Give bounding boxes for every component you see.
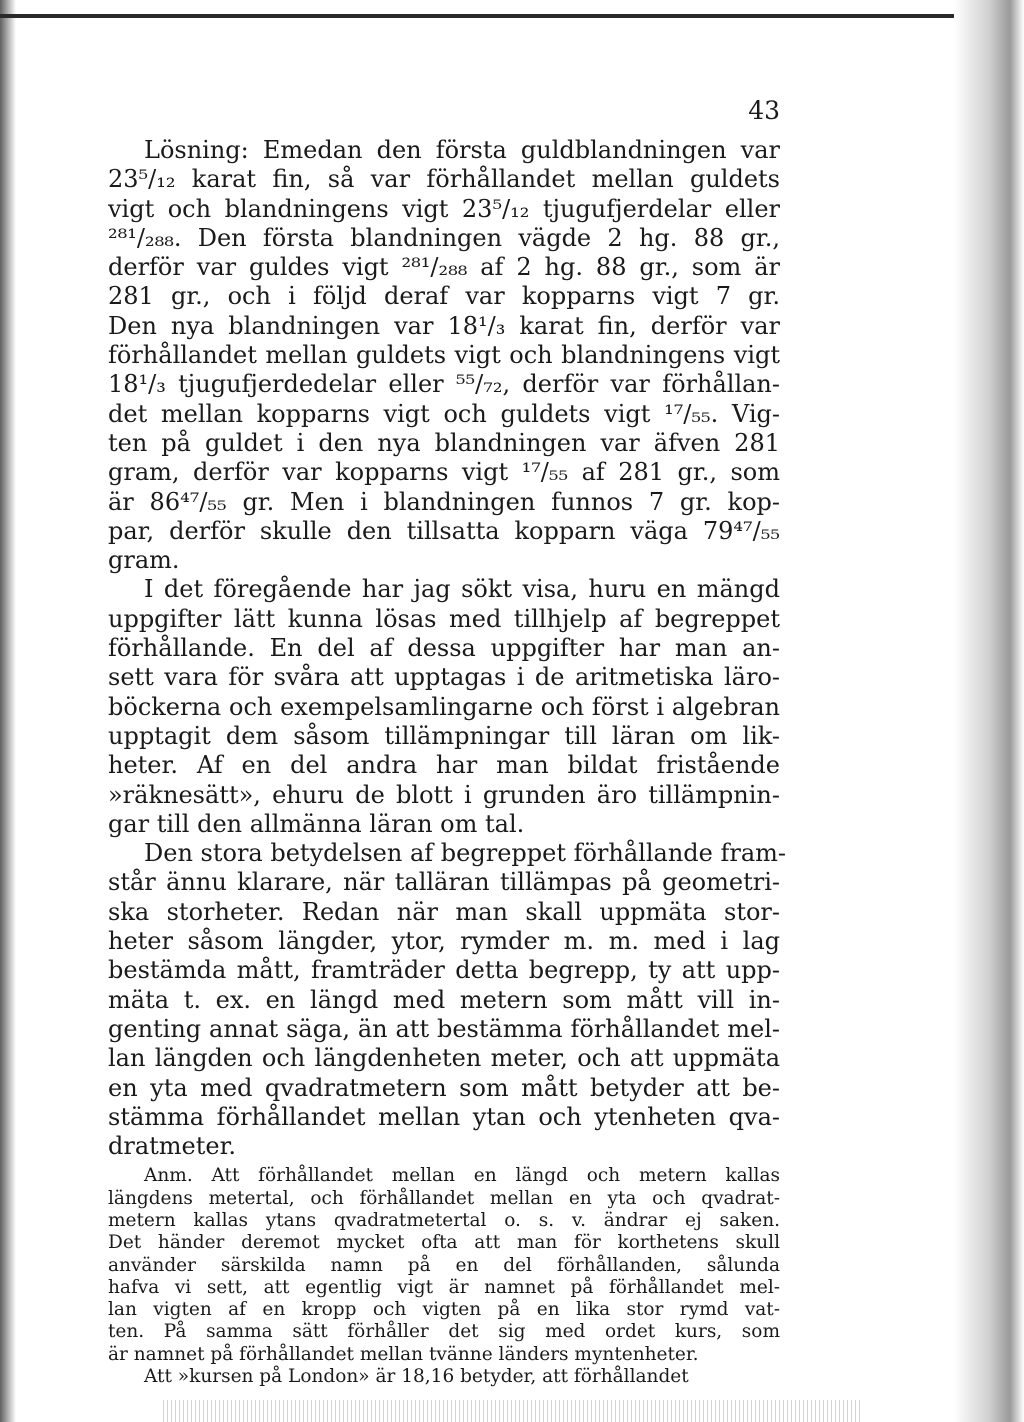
- body-text-line: par, derför skulle den tillsatta kopparn väga 79⁴⁷/₅₅: [108, 516, 780, 545]
- body-text-line: ten på guldet i den nya blandningen var äfven 281: [108, 428, 780, 457]
- body-text-line: mäta t. ex. en längd med metern som mått vill in-: [108, 985, 780, 1014]
- note-text-line: Det händer deremot mycket ofta att man för korthetens skull: [108, 1232, 780, 1254]
- body-text-line: 281 gr., och i följd deraf var kopparns vigt 7 gr.: [108, 282, 780, 311]
- body-text-line: böckerna och exempelsamlingarne och först i algebran: [108, 692, 780, 721]
- body-text-line: upptagit dem såsom tillämpningar till läran om lik-: [108, 721, 780, 750]
- body-text-line: lan längden och längdenheten meter, och att uppmäta: [108, 1044, 780, 1073]
- body-text-paragraph: [108, 575, 780, 839]
- footnote: [108, 1165, 780, 1388]
- body-text-paragraph: [108, 136, 780, 575]
- note-text-paragraph: [108, 1165, 780, 1366]
- body-text-line: genting annat säga, än att bestämma förhållandet mel-: [108, 1014, 780, 1043]
- body-text-line: förhållande. En del af dessa uppgifter har man an-: [108, 634, 780, 663]
- body-text-line: Den nya blandningen var 18¹/₃ karat fin, derför var: [108, 311, 780, 340]
- scan-left-edge: [0, 0, 16, 1422]
- page-number: 43: [748, 96, 780, 125]
- body-text-line: heter. Af en del andra har man bildat fristående: [108, 751, 780, 780]
- note-text-line: hafva vi sett, att egentlig vigt är namnet på förhållandet mel-: [108, 1276, 780, 1298]
- note-text-line: metern kallas ytans qvadratmetertal o. s. v. ändrar ej saken.: [108, 1209, 780, 1231]
- body-text-line: är 86⁴⁷/₅₅ gr. Men i blandningen funnos 7 gr. kop-: [108, 487, 780, 516]
- note-text-line: Anm. Att förhållandet mellan en längd och metern kallas: [144, 1165, 780, 1187]
- note-text-line: Att »kursen på London» är 18,16 betyder, att förhållandet: [144, 1366, 689, 1388]
- body-text-line: stämma förhållandet mellan ytan och ytenheten qva-: [108, 1102, 780, 1131]
- body-text-line: »räknesätt», ehuru de blott i grunden äro tillämpnin-: [108, 780, 780, 809]
- body-text-line: heter såsom längder, ytor, rymder m. m. med i lag: [108, 927, 780, 956]
- note-text-line: längdens metertal, och förhållandet mellan en yta och qvadrat-: [108, 1187, 780, 1209]
- body-text-paragraph: [108, 839, 787, 1161]
- scan-top-rule: [0, 14, 960, 18]
- body-text-line: ska storheter. Redan när man skall uppmäta stor-: [108, 897, 780, 926]
- scan-bottom-noise: [160, 1400, 860, 1422]
- body-text-line: derför var guldes vigt ²⁸¹/₂₈₈ af 2 hg. 88 gr., som är: [108, 253, 780, 282]
- body-text-line: gram, derför var kopparns vigt ¹⁷/₅₅ af 281 gr., som: [108, 458, 780, 487]
- body-text-line: bestämda mått, framträder detta begrepp, ty att upp-: [108, 956, 780, 985]
- note-text-line: lan vigten af en kropp och vigten på en lika stor rymd vat-: [108, 1299, 780, 1321]
- body-text-line: Den stora betydelsen af begreppet förhållande fram-: [144, 839, 787, 868]
- note-text-paragraph: [108, 1366, 780, 1388]
- scan-right-edge: [954, 0, 1024, 1422]
- note-text-line: är namnet på förhållandet mellan tvänne länders myntenheter.: [108, 1343, 699, 1365]
- main-text: [108, 136, 787, 1161]
- body-text-line: gram.: [108, 546, 180, 575]
- body-text-line: det mellan kopparns vigt och guldets vigt ¹⁷/₅₅. Vig-: [108, 399, 780, 428]
- body-text-line: uppgifter lätt kunna lösas med tillhjelp af begreppet: [108, 604, 780, 633]
- page-body: [108, 136, 787, 1388]
- body-text-line: en yta med qvadratmetern som mått betyder att be-: [108, 1073, 780, 1102]
- body-text-line: Lösning: Emedan den första guldblandningen var: [144, 136, 780, 164]
- body-text-line: 23⁵/₁₂ karat fin, så var förhållandet mellan guldets: [108, 165, 780, 194]
- body-text-line: gar till den allmänna läran om tal.: [108, 809, 525, 838]
- body-text-line: dratmeter.: [108, 1132, 237, 1161]
- body-text-line: vigt och blandningens vigt 23⁵/₁₂ tjugufjerdelar eller: [108, 194, 780, 223]
- note-text-line: använder särskilda namn på en del förhållanden, sålunda: [108, 1254, 780, 1276]
- note-text-line: ten. På samma sätt förhåller det sig med ordet kurs, som: [108, 1321, 780, 1343]
- body-text-line: sett vara för svåra att upptagas i de aritmetiska läro-: [108, 663, 780, 692]
- body-text-line: ²⁸¹/₂₈₈. Den första blandningen vägde 2 hg. 88 gr.,: [108, 223, 780, 252]
- body-text-line: står ännu klarare, när talläran tillämpas på geometri-: [108, 868, 780, 897]
- body-text-line: förhållandet mellan guldets vigt och blandningens vigt: [108, 341, 780, 370]
- body-text-line: 18¹/₃ tjugufjerdedelar eller ⁵⁵/₇₂, derför var förhållan-: [108, 370, 780, 399]
- body-text-line: I det föregående har jag sökt visa, huru en mängd: [144, 575, 780, 604]
